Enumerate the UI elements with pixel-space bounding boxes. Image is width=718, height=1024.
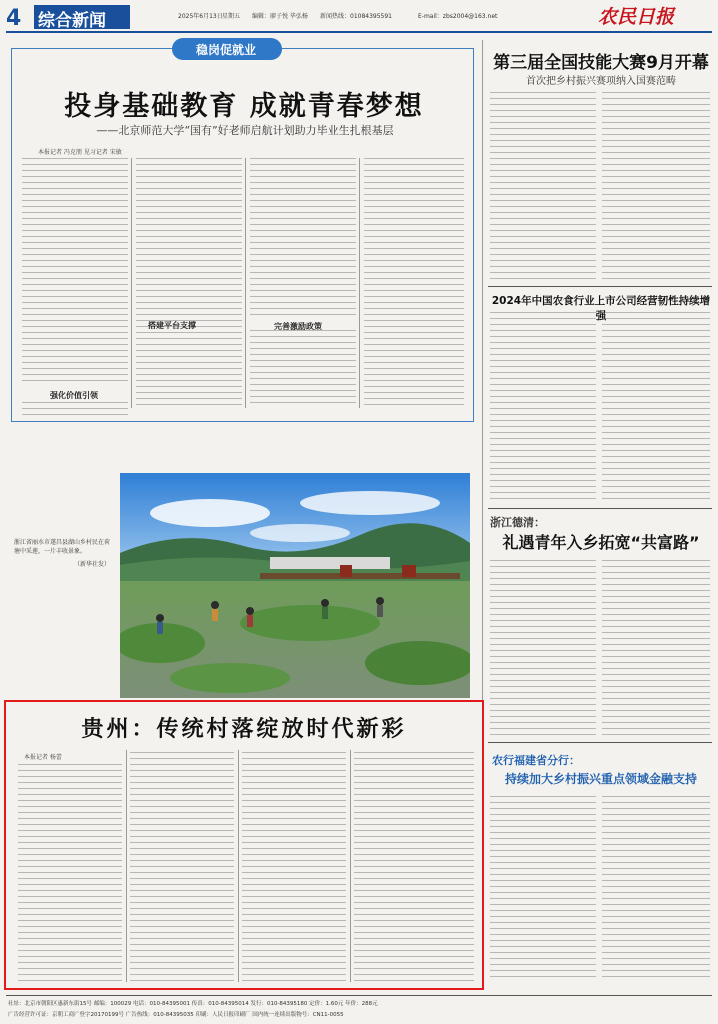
section-rule [488,286,712,287]
section-title: 综合新闻 [38,11,106,31]
listed-col-2 [602,312,710,504]
guizhou-col-3 [242,752,346,982]
guizhou-col-1 [18,764,122,982]
deqing-kicker: 浙江德清： [490,516,545,529]
fujian-col-1 [490,796,596,982]
deqing-col-1 [490,560,596,738]
page-number: 4 [6,6,22,31]
column-rule [126,750,127,982]
feature-subhead-2: 搭建平台支撑 [148,321,196,330]
column-rule [482,40,483,700]
skills-col-1 [490,92,596,282]
feature-col-1b [22,402,128,416]
listed-companies-headline: 2024年中国农食行业上市公司经营韧性持续增强 [491,295,711,322]
editor-line: 编辑：廖子悦 毕弘杨 [252,13,308,20]
photo-credit: （新华社发） [73,561,110,568]
guizhou-headline: 贵州：传统村落绽放时代新彩 [81,717,407,742]
footer-line-2: 广告经营许可证：京朝工商广登字20170199号 广告热线：010-84395035 印刷：人民日报印刷厂 国内统一连续出版物号：CN11-0055 [8,1012,344,1018]
feature-col-3b [250,330,356,408]
skills-contest-headline: 第三届全国技能大赛9月开幕 [493,53,709,73]
footer-rule [6,995,712,996]
email-line: E-mail：zbs2004@163.net [418,13,498,20]
section-rule [488,508,712,509]
issue-weekday: 星期五 [222,13,241,20]
photo-caption [14,538,110,608]
feature-col-4 [364,158,464,408]
feature-col-3 [250,158,356,318]
guizhou-byline: 本报记者 杨蕾 [24,754,62,761]
feature-col-1 [22,158,128,384]
guizhou-col-2 [130,752,234,982]
deqing-col-2 [602,560,710,738]
masthead [0,0,718,32]
feature-col-2 [136,158,242,408]
feature-headline: 投身基础教育 成就青春梦想 [64,91,424,122]
column-rule [131,158,132,408]
feature-subhead-1: 强化价值引领 [50,391,98,400]
feature-byline: 本报记者 冯克朋 见习记者 宋敏 [38,149,122,156]
feature-subhead-3: 完善激励政策 [274,322,322,331]
photo-image [120,473,470,698]
fujian-headline: 持续加大乡村振兴重点领域金融支持 [504,772,697,786]
fujian-kicker: 农行福建省分行： [492,754,580,767]
issue-date: 2025年6月13日 [178,13,223,20]
fujian-col-2 [602,796,710,982]
column-rule [238,750,239,982]
feature-subheadline: ——北京师范大学“国有”好老师启航计划助力毕业生扎根基层 [96,124,394,137]
listed-col-1 [490,312,596,504]
feature-banner-label: 稳岗促就业 [196,43,257,57]
section-rule [488,742,712,743]
column-rule [245,158,246,408]
photo-caption-text: 浙江省丽水市遂昌县湖山乡村民在荷塘中采莲，一片丰收景象。 [14,539,111,555]
masthead-rule [6,31,712,33]
guizhou-col-4 [354,752,474,982]
skills-contest-subheadline: 首次把乡村振兴赛项纳入国赛范畴 [526,76,676,87]
skills-col-2 [602,92,710,282]
news-hotline: 新闻热线：01084395591 [320,13,392,20]
deqing-headline: 礼遇青年入乡拓宽“共富路” [502,533,700,552]
column-rule [350,750,351,982]
column-rule [359,158,360,408]
lotus-field-photo [120,473,470,698]
footer-line-1: 社址：北京市朝阳区惠新东街15号 邮编：100029 电话：010-84395001 传真：010-84395014 发行：010-84395180 定价：1.60元 年价：288元 [8,1001,378,1007]
newspaper-logo: 农民日报 [598,6,675,28]
